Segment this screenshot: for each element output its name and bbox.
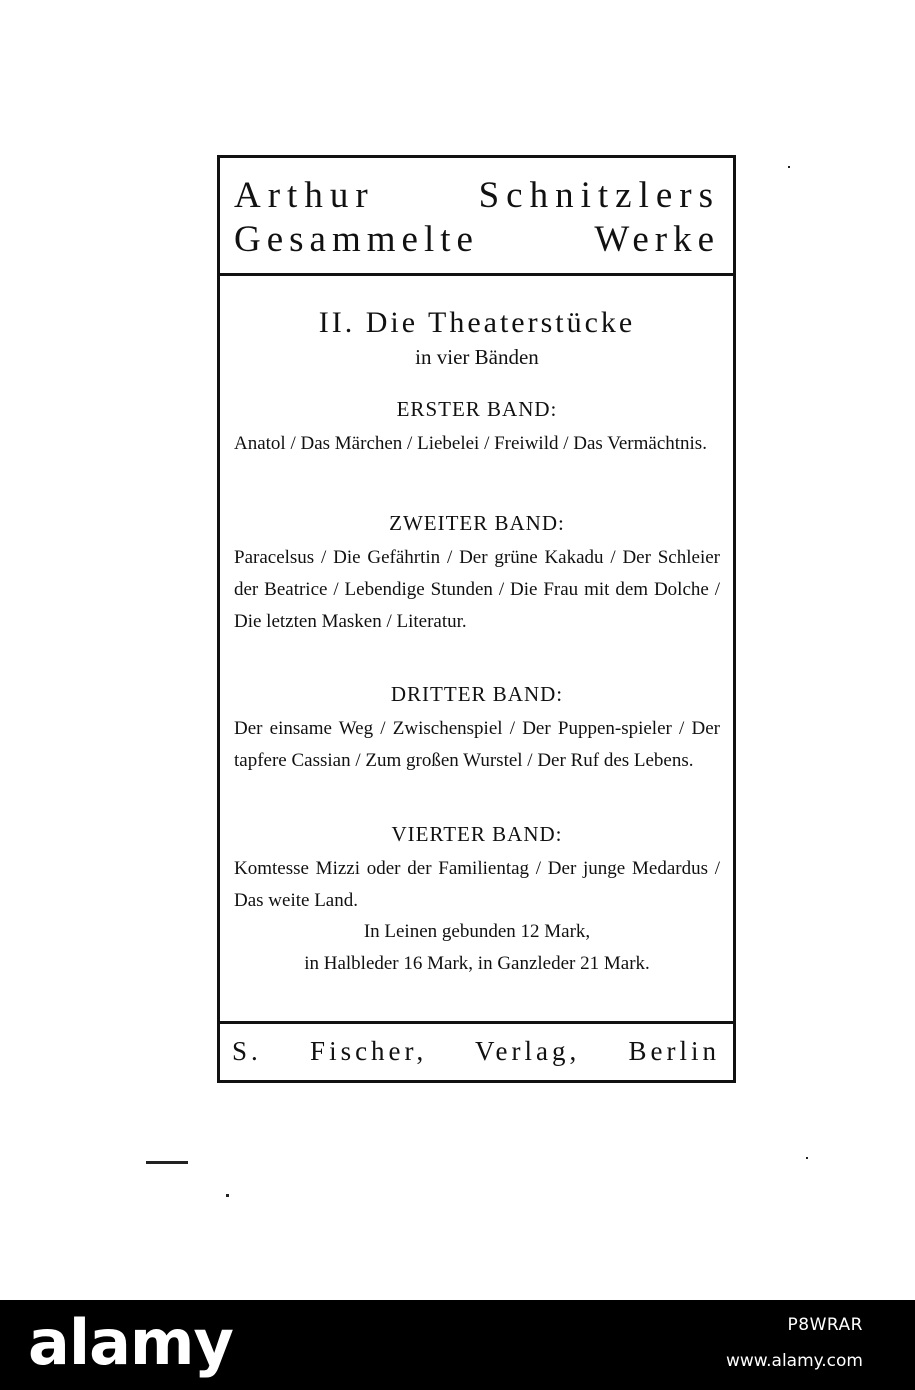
band-title: VIERTER BAND: xyxy=(391,822,563,846)
price-line: in Halbleder 16 Mark, in Ganzleder 21 Mark. xyxy=(304,953,650,974)
price-line: In Leinen gebunden 12 Mark, xyxy=(363,921,591,942)
page-speck xyxy=(226,1194,229,1197)
stock-banner xyxy=(0,1300,915,1390)
content-box xyxy=(220,276,733,1021)
price-note xyxy=(234,916,720,980)
band-title: ZWEITER BAND: xyxy=(389,511,565,535)
banner-url: www.alamy.com xyxy=(725,1351,863,1371)
band-title: DRITTER BAND: xyxy=(390,682,564,706)
collection-title: Gesammelte Werke xyxy=(234,219,720,260)
band-entry xyxy=(234,821,720,917)
author-title: Arthur Schnitzlers xyxy=(234,175,720,216)
band-works: Paracelsus / Die Gefährtin / Der grüne Kakadu / Der Schleier der Beatrice / Lebendige Stunden / Die Frau mit dem Dolche / Die letzten Masken / Literatur. xyxy=(234,547,720,632)
publisher-name: S. Fischer, Verlag, Berlin xyxy=(232,1036,720,1066)
publisher-box xyxy=(220,1021,733,1080)
band-entry xyxy=(234,681,720,777)
band-entry xyxy=(234,396,720,460)
band-entry xyxy=(234,510,720,638)
title-box xyxy=(220,158,733,276)
band-title: ERSTER BAND: xyxy=(396,397,558,421)
page-speck xyxy=(788,166,790,168)
advertisement-frame xyxy=(217,155,736,1083)
alamy-logo: alamy xyxy=(28,1306,233,1379)
band-works: Komtesse Mizzi oder der Familientag / Der junge Medardus / Das weite Land. xyxy=(234,858,720,911)
section-heading: II. Die Theaterstücke xyxy=(318,306,636,339)
image-id: P8WRAR xyxy=(787,1315,863,1335)
page-speck xyxy=(806,1157,808,1159)
section-subtitle: in vier Bänden xyxy=(415,345,539,369)
page-speck xyxy=(146,1161,188,1164)
band-works: Anatol / Das Märchen / Liebelei / Freiwild / Das Vermächtnis. xyxy=(234,433,707,454)
band-works: Der einsame Weg / Zwischenspiel / Der Puppen-spieler / Der tapfere Cassian / Zum großen Wurstel / Der Ruf des Lebens. xyxy=(234,718,720,771)
